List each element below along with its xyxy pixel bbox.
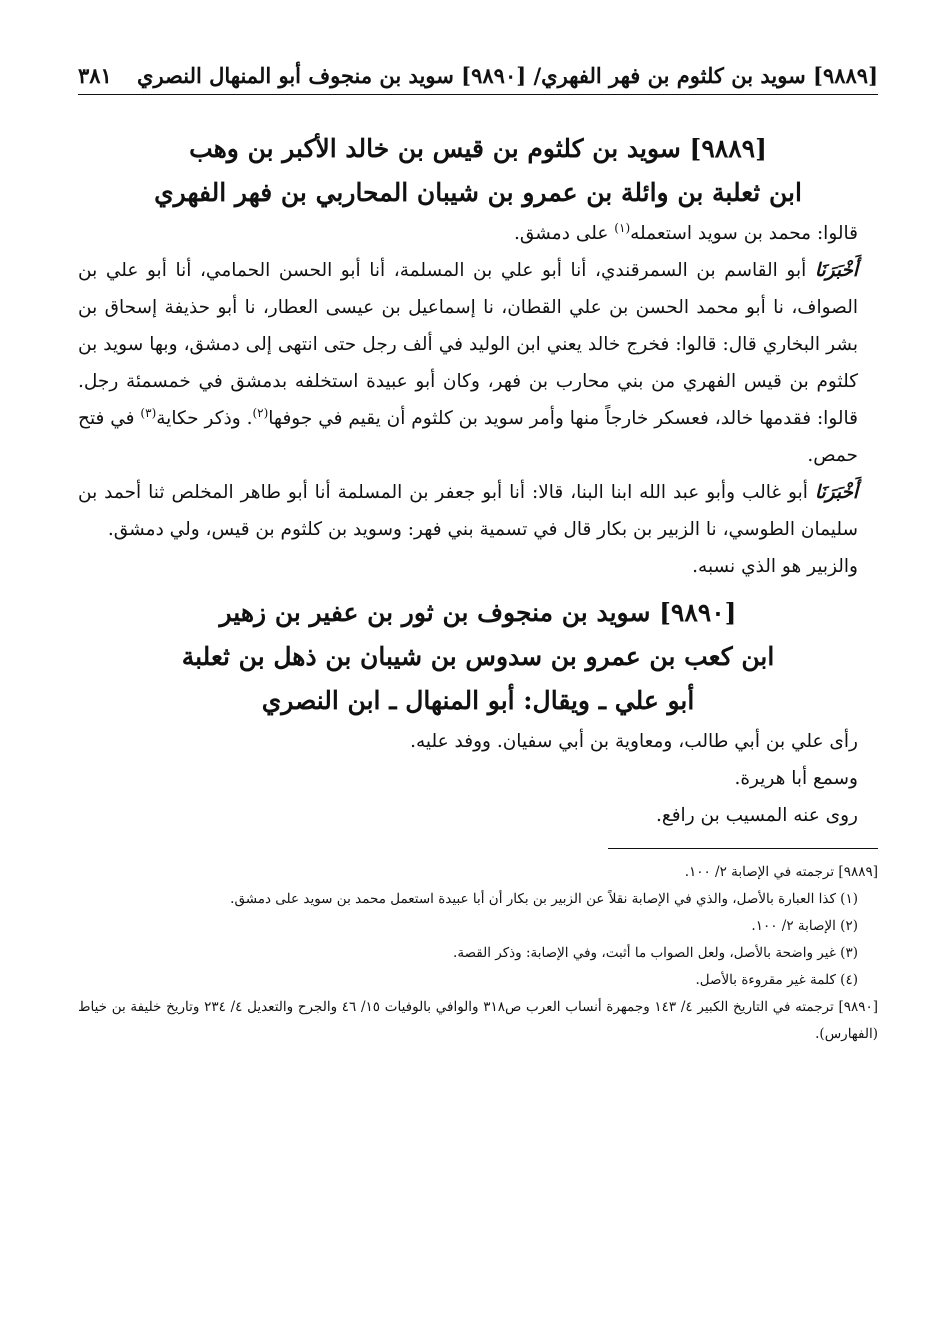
entry-heading-line-3: أبو علي ـ ويقال: أبو المنهال ـ ابن النصري — [261, 686, 695, 715]
footnote-1: (١) كذا العبارة بالأصل، والذي في الإصابة نقلاً عن الزبير بن بكار أن أبا عبيدة استعمل محمد بن سويد على دمشق. — [230, 891, 858, 907]
footnote-divider — [608, 848, 878, 849]
entry-9889 — [78, 127, 878, 585]
lead-word: أَخْبَرَنَا — [814, 260, 858, 281]
footnote-3: (٣) غير واضحة بالأصل، ولعل الصواب ما أثبت، وفي الإصابة: وذكر القصة. — [453, 945, 858, 961]
running-header — [78, 58, 878, 95]
book-page — [78, 58, 878, 1048]
paragraph: وسمع أبا هريرة. — [734, 768, 858, 789]
paragraph: روى عنه المسيب بن رافع. — [655, 805, 858, 826]
paragraph-text: قالوا: محمد بن سويد استعمله — [630, 223, 858, 244]
paragraph: رأى علي بن أبي طالب، ومعاوية بن أبي سفيان. ووفد عليه. — [410, 731, 858, 752]
entry-heading-line-2: ابن كعب بن عمرو بن سدوس بن شيبان بن ذهل بن ثعلبة — [181, 642, 775, 671]
footnote-entry-9890: [٩٨٩٠] ترجمته في التاريخ الكبير ٤/ ١٤٣ وجمهرة أنساب العرب ص٣١٨ والوافي بالوفيات ١٥/ ٤٦ والجرح والتعديل ٤/ ٢٣٤ وتاريخ خليفة بن خياط (الفهارس). — [78, 999, 879, 1042]
footnote-4: (٤) كلمة غير مقروءة بالأصل. — [695, 972, 858, 988]
paragraph-text: . وذكر حكاية — [156, 408, 253, 429]
paragraph-text: أبو غالب وأبو عبد الله ابنا البنا، قالا: أنا أبو جعفر بن المسلمة أنا أبو طاهر المخلص ثنا أحمد بن سليمان الطوسي، نا الزبير بن بكار قال في تسمية بني فهر: وسويد بن كلثوم بن قيس، ولي دمشق. — [78, 482, 858, 540]
running-title: [٩٨٨٩] سويد بن كلثوم بن فهر الفهري/ [٩٨٩٠] سويد بن منجوف أبو المنهال النصري — [137, 63, 878, 88]
footnotes — [78, 859, 878, 1048]
footnote-marker: (٣) — [140, 405, 157, 420]
paragraph-text: على دمشق. — [513, 223, 615, 244]
entry-heading-line-1: [٩٨٨٩] سويد بن كلثوم بن قيس بن خالد الأكبر بن وهب — [189, 134, 767, 163]
paragraph — [78, 252, 878, 474]
footnote-marker: (٢) — [252, 405, 269, 420]
footnote-entry-9889: [٩٨٨٩] ترجمته في الإصابة ٢/ ١٠٠. — [684, 864, 878, 880]
entry-heading-line-1: [٩٨٩٠] سويد بن منجوف بن ثور بن عفير بن زهير — [219, 598, 737, 627]
entry-9890 — [78, 591, 878, 834]
paragraph-text: أبو القاسم بن السمرقندي، أنا أبو علي بن المسلمة، أنا أبو الحسن الحمامي، أنا أبو علي بن الصواف، نا أبو محمد الحسن بن علي القطان، نا إسماعيل بن عيسى العطار، نا أبو حذيفة إسحاق بن بشر البخاري قال: قالوا: فخرج خالد يعني ابن الوليد في ألف رجل حتى انتهى إلى دمشق، وبها سويد بن كلثوم بن قيس الفهري من بني محارب بن فهر، وكان أبو عبيدة استخلفه بدمشق في خمسمئة رجل. قالوا: فقدمها خالد، فعسكر خارجاً منها وأمر سويد بن كلثوم أن يقيم في جوفها — [78, 260, 859, 429]
paragraph — [78, 474, 878, 548]
lead-word: أَخْبَرَنَا — [814, 482, 858, 503]
footnote-2: (٢) الإصابة ٢/ ١٠٠. — [751, 918, 858, 934]
paragraph — [78, 215, 878, 252]
page-number: ٣٨١ — [78, 63, 112, 88]
paragraph-text: في فتح حمص. — [78, 408, 858, 466]
entry-heading-line-2: ابن ثعلبة بن وائلة بن عمرو بن شيبان المحاربي بن فهر الفهري — [154, 178, 802, 207]
paragraph: والزبير هو الذي نسبه. — [692, 556, 858, 577]
footnote-marker: (١) — [614, 220, 631, 235]
